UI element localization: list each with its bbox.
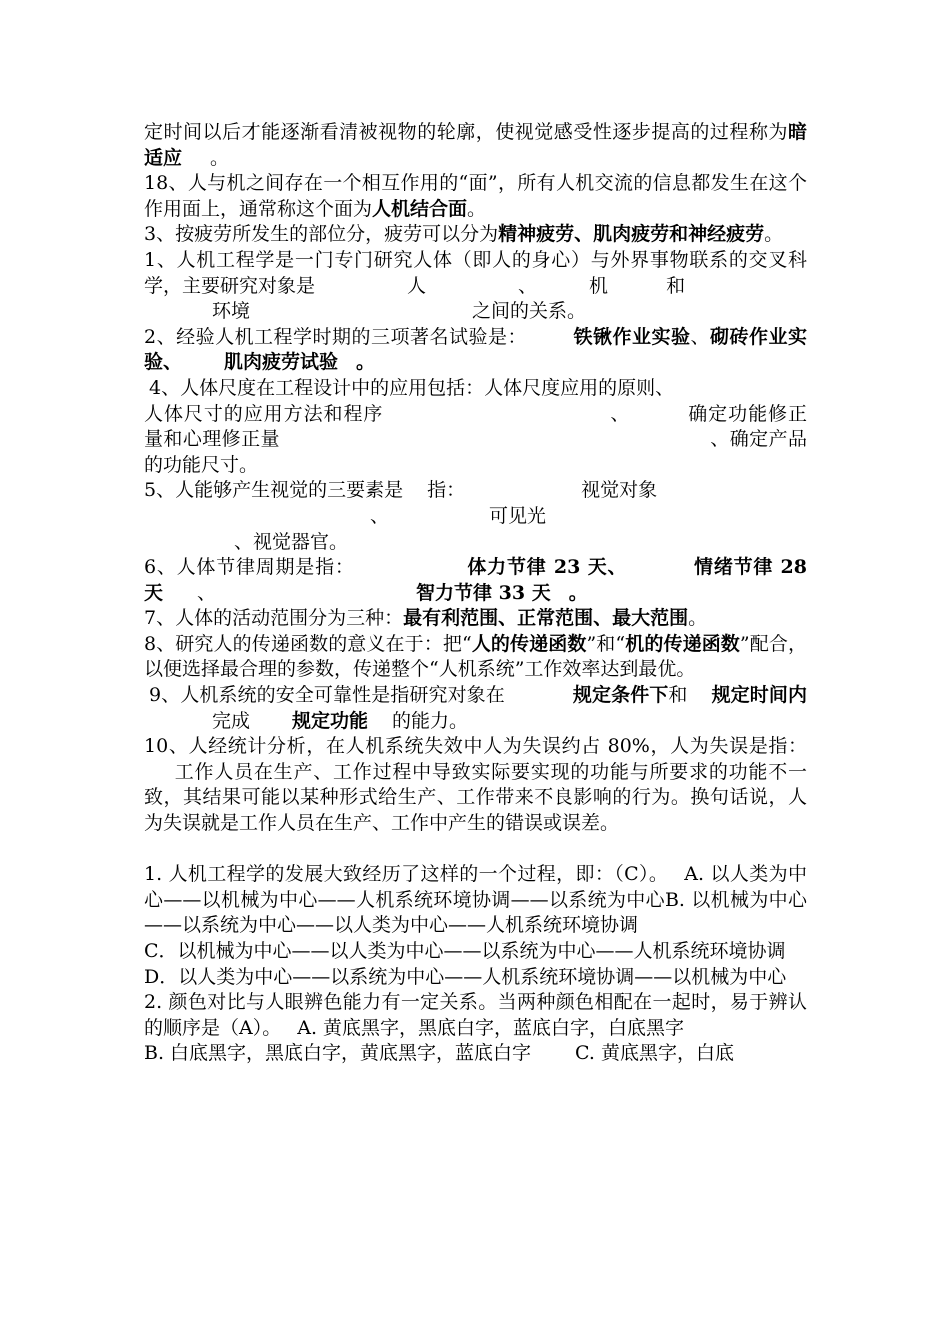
paragraph-9-reliability: 9、人机系统的安全可靠性是指研究对象在 规定条件下和 规定时间内完成 规定功能 的能力。 [149,684,807,732]
question-2: 2. 颜色对比与人眼辨色能力有一定关系。当两种颜色相配在一起时，易于辨认的顺序是（A）。 A. 黄底黑字，黑底白字，蓝底白字，白底黑字 [144,991,807,1039]
paragraph-18-interface: 18、人与机之间存在一个相互作用的“面”，所有人机交流的信息都发生在这个作用面上，通常称这个面为人机结合面。 [144,172,807,220]
paragraph-4-body-dimensions: 4、人体尺度在工程设计中的应用包括：人体尺度应用的原则、 人体尺寸的应用方法和程序 、 确定功能修正量和心理修正量 、确定产品的功能尺寸。 [144,376,807,476]
answer-environment: 环境 [212,300,251,323]
paragraph-8-transfer-function: 8、研究人的传递函数的意义在于：把“人的传递函数”和“机的传递函数”配合，以便选择最合理的参数，传递整个“人机系统”工作效率达到最优。 [144,632,807,681]
document-body [144,120,807,1067]
question-1: 1. 人机工程学的发展大致经历了这样的一个过程，即：（C）。 A. 以人类为中心——以机械为中心——人机系统环境协调——以系统为中心B. 以机械为中心——以系统为中心——以人类为中心——人机系统环境协调 [144,863,807,937]
question-1-option-c: C．以机械为中心——以人类为中心——以系统为中心——人机系统环境协调 [144,940,786,962]
paragraph-3-fatigue: 3、按疲劳所发生的部位分，疲劳可以分为精神疲劳、肌肉疲劳和神经疲劳。 [144,223,784,246]
answer-fatigue: 精神疲劳、肌肉疲劳和神经疲劳 [498,223,765,246]
paragraph-2-experiments: 2、经验人机工程学时期的三项著名试验是： 铁锹作业实验、砌砖作业实验、 肌肉疲劳试验 。 [144,325,807,374]
answer-interface: 人机结合面 [372,197,468,220]
answer-human: 人 [407,274,427,297]
question-1-option-d: D．以人类为中心——以系统为中心——人机系统环境协调——以机械为中心 [144,965,787,988]
paragraph-7-activity-range: 7、人体的活动范围分为三种：最有利范围、正常范围、最大范围。 [144,607,708,630]
paragraph-6-biorhythm: 6、人体节律周期是指： 体力节律 23 天、 情绪节律 28 天 、 智力节律 33 天 。 [144,556,807,604]
question-2-options: B. 白底黑字，黑底白字，黄底黑字，蓝底白字 C. 黄底黑字，白底 [144,1042,734,1065]
blank-line [144,837,807,863]
paragraph-dark-adaptation: 定时间以后才能逐渐看清被视物的轮廓，使视觉感受性逐步提高的过程称为暗适应 。 [144,121,807,169]
answer-dark-adaptation: 暗适应 [144,121,807,169]
answer-machine: 机 [589,274,609,297]
paragraph-5-vision: 5、人能够产生视觉的三要素是 指： 视觉对象 、 可见光 、视觉器官。 [144,479,658,553]
paragraph-10-human-error: 10、人经统计分析，在人机系统失效中人为失误约占 80%，人为失误是指：工作人员在生产、工作过程中导致实际要实现的功能与所要求的功能不一致，其结果可能以某种形式给生产、工作带来不良影响的行为。换句话说，人为失误就是工作人员在生产、工作中产生的错误或误差。 [144,735,807,835]
paragraph-1-objects: 1、人机工程学是一门专门研究人体（即人的身心）与外界事物联系的交叉科学，主要研究对象是 人 、 机 和 环境 之间的关系。 [144,248,807,323]
